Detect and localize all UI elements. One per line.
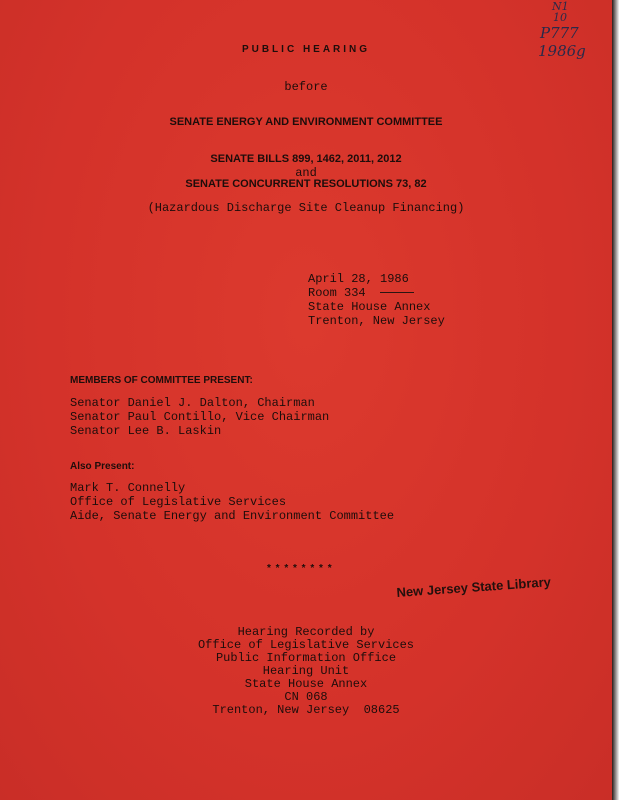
- recorded-line: Trenton, New Jersey 08625: [212, 703, 400, 717]
- recorded-line: Office of Legislative Services: [197, 638, 415, 652]
- member-item: Senator Daniel J. Dalton, Chairman: [70, 396, 315, 410]
- recorded-line: CN 068: [284, 690, 328, 704]
- room-underline: [380, 292, 414, 293]
- handwritten-note-line: P777: [540, 24, 579, 42]
- member-item: Senator Lee B. Laskin: [70, 424, 222, 438]
- handwritten-note-line: 10: [553, 11, 567, 24]
- members-heading: MEMBERS OF COMMITTEE PRESENT:: [70, 375, 253, 386]
- library-stamp: New Jersey State Library: [396, 574, 552, 600]
- separator-stars: * * * * * * * *: [267, 563, 333, 574]
- hearing-subject: (Hazardous Discharge Site Cleanup Financing): [147, 201, 465, 215]
- bills-line-2: SENATE CONCURRENT RESOLUTIONS 73, 82: [185, 178, 427, 190]
- member-item: Senator Paul Contillo, Vice Chairman: [70, 410, 330, 424]
- hearing-city: Trenton, New Jersey: [308, 314, 445, 328]
- also-present-item: Aide, Senate Energy and Environment Committee: [70, 509, 395, 523]
- bills-and: and: [295, 166, 317, 180]
- recorded-line: Hearing Recorded by: [237, 625, 375, 639]
- bills-line-1: SENATE BILLS 899, 1462, 2011, 2012: [210, 153, 402, 165]
- hearing-room: Room 334: [308, 286, 366, 300]
- also-present-item: Mark T. Connelly: [70, 481, 186, 495]
- handwritten-note-line: N1: [552, 0, 569, 13]
- also-present-item: Office of Legislative Services: [70, 495, 287, 509]
- handwritten-note-line: 1986g: [538, 42, 586, 60]
- recorded-line: Public Information Office: [215, 651, 397, 665]
- before-label: before: [284, 80, 328, 94]
- page-edge: [612, 0, 619, 800]
- recorded-line: Hearing Unit: [262, 664, 350, 678]
- recorded-line: State House Annex: [244, 677, 368, 691]
- hearing-date: April 28, 1986: [308, 272, 409, 286]
- document-title: PUBLIC HEARING: [241, 44, 371, 55]
- hearing-building: State House Annex: [308, 300, 431, 314]
- also-present-heading: Also Present:: [70, 461, 135, 472]
- committee-name: SENATE ENERGY AND ENVIRONMENT COMMITTEE: [169, 116, 443, 128]
